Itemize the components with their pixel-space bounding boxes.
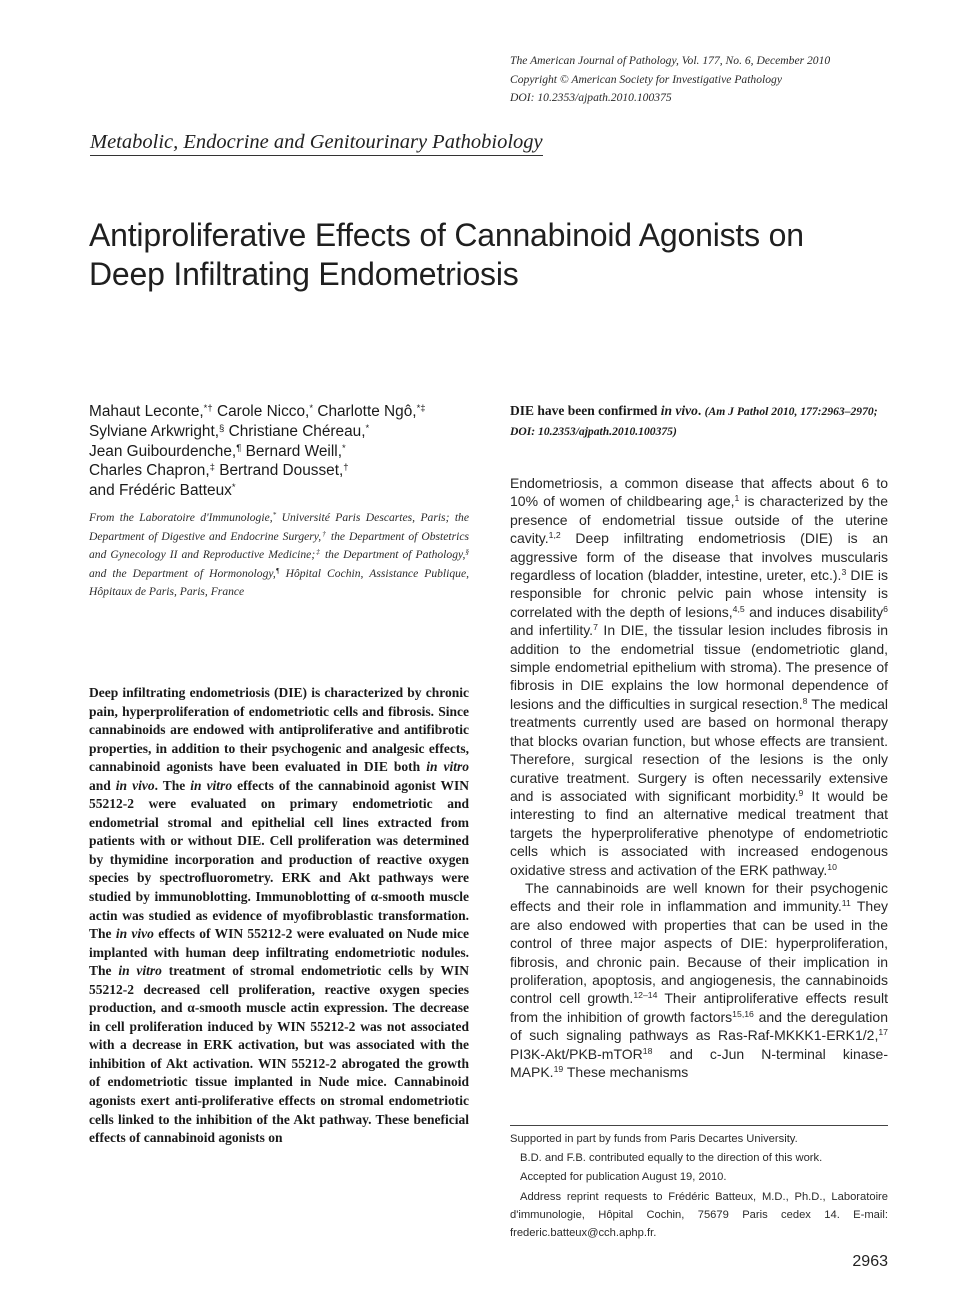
author-name: Jean Guibourdenche,: [89, 442, 237, 460]
author-name: and Frédéric Batteux: [89, 482, 232, 500]
reprint-address-note: Address reprint requests to Frédéric Batteux, M.D., Ph.D., Laboratoire d'immunologie, Hôpital Cochin, 75679 Paris cedex 14. E-mail: frederic.batteux@cch.aphp.fr.: [510, 1190, 888, 1240]
body-text: The cannabinoids are well known for their psychogenic effects and their role in inflammation and immunity.: [510, 879, 888, 915]
abstract-citation: (Am J Pathol 2010, 177:2963–2970; DOI: 10.2353/ajpath.2010.100375): [510, 405, 878, 438]
body-text: DIE is responsible for chronic pelvic pain whose intensity is correlated with the depth of lesions,: [510, 567, 888, 620]
page-number: 2963: [852, 1253, 888, 1270]
affiliations: [89, 509, 469, 602]
abstract-text: treatment of stromal endometriotic cells by WIN 55212-2 decreased cell proliferation, reactive oxygen species production, and α-smooth muscle actin expression. The decrease in cell proliferation induced by WIN 55212-2 was not associated with a decrease in ERK activation, but was associated with the inhibition of Akt activation. WIN 55212-2 abrogated the growth of endometriotic tissue implanted in Nude mice. Cannabinoid agonists exert anti-proliferative effects on stromal endometriotic cells linked to the inhibition of the Akt pathway. These beneficial effects of cannabinoid agonists on: [89, 963, 469, 1146]
affiliation-text: the Department of Pathology,: [320, 548, 466, 561]
journal-volume-line: The American Journal of Pathology, Vol. 177, No. 6, December 2010: [510, 54, 831, 67]
title-line-1: Antiproliferative Effects of Cannabinoid Agonists on: [89, 217, 804, 253]
reference-mark: 9: [798, 788, 804, 799]
abstract-italic: in vitro: [118, 963, 162, 979]
funding-note: Supported in part by funds from Paris Decartes University.: [510, 1133, 798, 1145]
article-title: [89, 216, 909, 294]
reference-mark: 19: [553, 1064, 564, 1075]
body-text: Their antiproliferative effects result from the inhibition of growth factors: [510, 990, 888, 1025]
footnotes: [510, 1130, 888, 1242]
abstract-text: . The: [154, 777, 191, 793]
reference-mark: 11: [841, 898, 851, 909]
author-affiliation-mark: *: [365, 422, 370, 434]
abstract-text: effects of the cannabinoid agonist WIN 55212-2 were evaluated on primary endometriotic and endometrial stromal and epithelial cell lines extracted from patients with or without DIE. Cell proliferation was determined by thymidine incorporation and production of reactive oxygen species by spectrofluorometry. ERK and Akt pathways were studied by immunoblotting. Immunoblotting of α-smooth muscle actin was studied as evidence of myofibroblastic transformation. The: [89, 777, 469, 942]
abstract-continuation: [510, 402, 888, 441]
author-name: Charlotte Ngô,: [317, 403, 417, 420]
author-list: [89, 402, 489, 501]
author-name: Bernard Weill,: [245, 442, 342, 460]
abstract-text: Deep infiltrating endometriosis (DIE) is characterized by chronic pain, hyperproliferation of endometriotic cells and fibrosis. Since cannabinoids are endowed with antiproliferative and antifibrotic properties, in addition to their psychogenic and analgesic effects, cannabinoid agonists have been evaluated in DIE both: [89, 685, 469, 775]
introduction-body: [510, 474, 888, 1081]
author-affiliation-mark: §: [219, 422, 225, 434]
affiliation-text: From the Laboratoire d'Immunologie,: [89, 511, 273, 524]
body-text: In DIE, the tissular lesion includes fibrosis in addition to the endometrial tissue (endometriotic gland, simple endometrial epithelium with stroma). The presence of fibrosis in DIE explains the low hormonal dependence of lesions and the difficulties in surgical resection.: [510, 622, 888, 712]
abstract: [89, 684, 469, 1148]
reference-mark: 1,2: [548, 530, 561, 541]
author-name: Mahaut Leconte,: [89, 403, 204, 420]
author-name: Charles Chapron,: [89, 462, 210, 480]
abstract-text: and: [89, 777, 116, 793]
author-affiliation-mark: †: [343, 462, 349, 474]
footnote-divider: [510, 1125, 888, 1126]
abstract-italic: in vivo: [660, 403, 698, 418]
author-affiliation-mark: *: [309, 402, 314, 414]
affiliation-text: Hôpital Cochin, Assistance Publique, Hôpitaux de Paris, Paris, France: [89, 566, 470, 598]
reference-mark: 8: [802, 696, 808, 707]
body-text: and the deregulation of such signaling pathways as Ras-Raf-MKKK1-ERK1/2,: [510, 1008, 888, 1044]
reference-mark: 1: [734, 493, 740, 504]
author-affiliation-mark: ‡: [209, 462, 215, 474]
body-text: Endometriosis, a common disease that affects about 6 to 10% of women of childbearing age,: [510, 475, 888, 510]
body-text: is characterized by the presence of endometrial tissue outside of the uterine cavity.: [510, 493, 888, 547]
author-affiliation-mark: *: [341, 442, 346, 454]
contribution-note: B.D. and F.B. contributed equally to the direction of this work.: [520, 1152, 823, 1165]
body-text: and induces disability: [744, 603, 884, 620]
author-name: Bertrand Dousset,: [219, 462, 344, 480]
affiliation-mark: *: [272, 511, 277, 520]
abstract-italic: in vivo: [115, 926, 154, 942]
journal-doi-line: DOI: 10.2353/ajpath.2010.100375: [510, 91, 672, 104]
title-line-2: Deep Infiltrating Endometriosis: [89, 256, 519, 292]
author-affiliation-mark: *: [231, 481, 236, 493]
acceptance-note: Accepted for publication August 19, 2010.: [520, 1171, 727, 1184]
body-text: The medical treatments currently used are based on hormonal therapy that blocks ovarian function, but whose effects are transient. Therefore, surgical resection of the lesions is the only curative treatment. Surgery is often necessarily extensive and is associated with significant morbidity.: [510, 695, 888, 804]
reference-mark: 18: [642, 1045, 653, 1056]
reference-mark: 6: [883, 604, 888, 615]
abstract-italic: in vitro: [426, 759, 469, 775]
reference-mark: 4,5: [732, 604, 745, 615]
reference-mark: 7: [593, 622, 598, 633]
abstract-text: effects of WIN 55212-2 were evaluated on Nude mice implanted with human deep infiltrating endometriotic nodules. The: [89, 926, 469, 979]
author-name: Sylviane Arkwright,: [89, 422, 220, 440]
reference-mark: 3: [841, 567, 847, 578]
affiliation-text: Université Paris Descartes, Paris; the Department of Digestive and Endocrine Surgery,: [89, 511, 469, 543]
affiliation-mark: §: [465, 548, 469, 557]
author-affiliation-mark: *†: [203, 402, 213, 414]
reference-mark: 15,16: [732, 1009, 754, 1020]
abstract-italic: in vitro: [190, 777, 233, 793]
affiliation-text: the Department of Obstetrics and Gynecology II and Reproductive Medicine;: [89, 529, 469, 561]
author-name: Carole Nicco,: [216, 403, 310, 420]
author-affiliation-mark: ¶: [236, 442, 242, 454]
body-text: It would be interesting to find an alternative medical treatment that targets the hyperproliferative phenotype of endometriotic cells which is associated with increased endogenous oxidative stress and activation of the ERK pathway.: [510, 787, 888, 878]
journal-citation-header: [510, 52, 930, 108]
affiliation-mark: ‡: [315, 548, 321, 557]
reference-mark: 17: [878, 1027, 888, 1038]
author-affiliation-mark: *‡: [416, 402, 426, 414]
section-heading: Metabolic, Endocrine and Genitourinary Pathobiology: [90, 131, 543, 156]
journal-copyright-line: Copyright © American Society for Investigative Pathology: [510, 72, 782, 86]
reference-mark: 10: [827, 861, 837, 872]
abstract-text: DIE have been confirmed: [510, 403, 661, 418]
affiliation-mark: ¶: [275, 566, 280, 575]
reference-mark: 12–14: [633, 990, 658, 1001]
body-text: They are also endowed with properties that can be used in the control of three major aspects of DIE: hyperproliferation, fibrosis, and chronic pain. Because of their implication in proliferation, apoptosis, and angiogenesis, the cannabinoids control cell growth.: [510, 898, 888, 1007]
introduction-paragraph: [510, 474, 888, 879]
body-text: PI3K-Akt/PKB-mTOR: [510, 1045, 643, 1062]
abstract-text: .: [697, 403, 705, 418]
body-text: Deep infiltrating endometriosis (DIE) is an aggressive form of the disease that involves muscularis regardless of location (bladder, intestine, ureter, etc.).: [510, 530, 888, 584]
abstract-italic: in vivo: [115, 777, 155, 793]
author-name: Christiane Chéreau,: [228, 422, 366, 440]
body-text: and infertility.: [510, 622, 594, 639]
introduction-paragraph: [510, 879, 888, 1081]
affiliation-text: and the Department of Hormonology,: [89, 566, 276, 580]
affiliation-mark: †: [321, 529, 327, 538]
body-text: and c-Jun N-terminal kinase-MAPK.: [510, 1045, 888, 1080]
body-text: These mechanisms: [563, 1064, 689, 1080]
